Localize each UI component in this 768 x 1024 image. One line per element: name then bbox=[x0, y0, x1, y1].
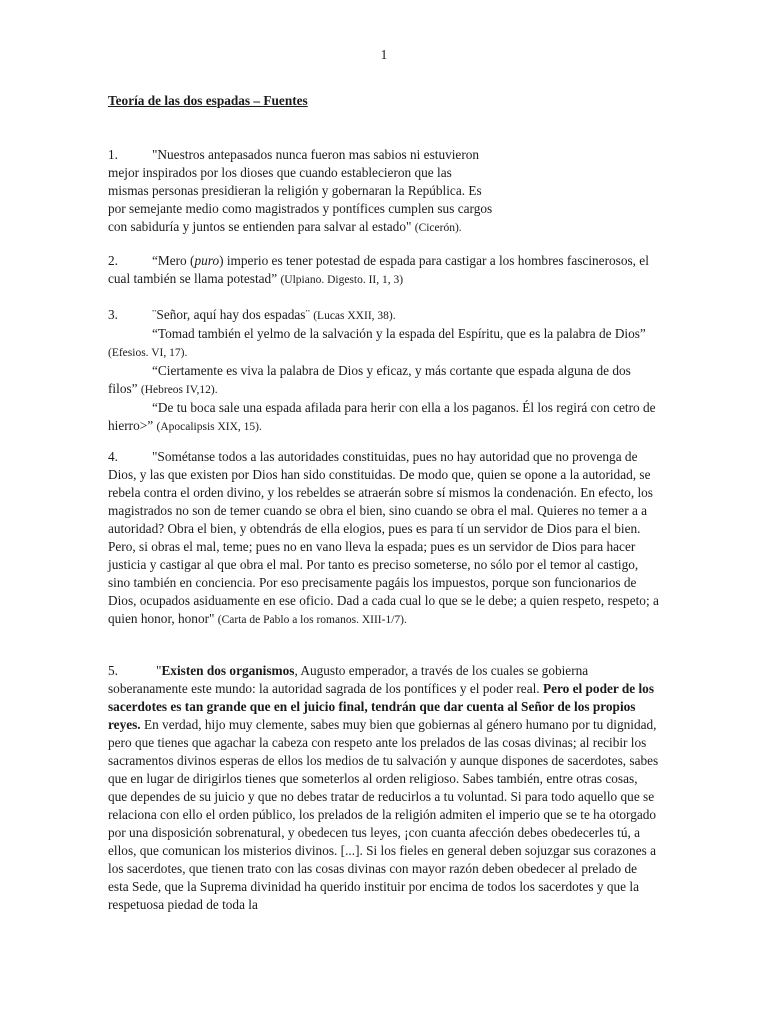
source-item-2 bbox=[108, 252, 660, 289]
page-number: 1 bbox=[380, 47, 388, 62]
bold-text: Existen dos organismos bbox=[161, 663, 295, 678]
citation: (Carta de Pablo a los romanos. XIII-1/7). bbox=[217, 614, 407, 626]
quote-line: mejor inspirados por los dioses que cuando establecieron que las bbox=[108, 165, 452, 180]
quote-line: "Nuestros antepasados nunca fueron mas sabios ni estuvieron bbox=[152, 147, 480, 162]
item-number: 1. bbox=[108, 147, 118, 162]
quote-text: “De tu boca sale una espada afilada para herir con ella a los paganos. Él los regirá con cetro de hierro>” bbox=[108, 400, 656, 433]
emphasis: puro bbox=[194, 253, 220, 268]
quote-text: ) imperio es tener potestad de espada para castigar a los hombres fascinerosos, el cual también se llama potestad” bbox=[108, 253, 649, 286]
item-number: 2. bbox=[108, 253, 118, 268]
quote-text: En verdad, hijo muy clemente, sabes muy bien que gobiernas al género humano por tu dignidad, pero que tienes que agachar la cabeza con respeto ante los prelados de las cosas divinas; al recibir los sacramentos divinos esperas de ellos los medios de tu salvación y aunque dispones de sacerdotes, sabes que en lugar de dirigirlos tienes que someterlos al orden religioso. Sabes también, entre otras cosas, que dependes de su juicio y que no debes tratar de reducirlos a tu voluntad. Si para todo aquello que se relaciona con ello el orden público, los prelados de la religión admiten el imperio que se te ha otorgado por una disposición sobrenatural, y obedecen tus leyes, ¡con cuanta afección debes obedecerles tú, a ellos, que comunican los misterios divinos. [...]. Si los fieles en general deben sojuzgar sus corazones a los sacerdotes, que tienen trato con las cosas divinas con mayor razón deben obedecer al prelado de esta Sede, que la Suprema divinidad ha querido instituir por encima de todos los sacerdotes y que la respetuosa piedad de toda la bbox=[108, 717, 659, 912]
quote-text: “Mero ( bbox=[152, 253, 195, 268]
citation: (Apocalipsis XIX, 15). bbox=[156, 421, 262, 433]
document-title: Teoría de las dos espadas – Fuentes bbox=[108, 93, 308, 108]
bold-text: Pero el poder de los sacerdotes es tan grande que en el juicio final, tendrán que dar cuenta al Señor de los propios reyes. bbox=[108, 681, 654, 732]
item-number: 4. bbox=[108, 449, 118, 464]
source-item-5 bbox=[108, 662, 660, 914]
quote-text: “Ciertamente es viva la palabra de Dios y eficaz, y más cortante que espada alguna de dos filos” bbox=[108, 363, 631, 396]
quote-line: por semejante medio como magistrados y pontífices cumplen sus cargos bbox=[108, 201, 493, 216]
quote-text: “Tomad también el yelmo de la salvación y la espada del Espíritu, que es la palabra de Dios” bbox=[152, 326, 646, 341]
citation: (Efesios. VI, 17). bbox=[108, 347, 188, 359]
quote-mark: " bbox=[156, 663, 162, 678]
citation: (Ulpiano. Digesto. II, 1, 3) bbox=[280, 274, 404, 286]
citation: (Cicerón). bbox=[414, 222, 462, 234]
citation: (Hebreos IV,12). bbox=[140, 384, 218, 396]
item-number: 5. bbox=[108, 663, 118, 678]
quote-line: con sabiduría y juntos se entienden para salvar al estado" bbox=[108, 219, 412, 234]
quote-line: mismas personas presidieran la religión y gobernaran la República. Es bbox=[108, 183, 482, 198]
source-item-1 bbox=[108, 146, 660, 237]
source-item-4 bbox=[108, 448, 660, 629]
item-number: 3. bbox=[108, 307, 118, 322]
quote-text: ¨Señor, aquí hay dos espadas¨ bbox=[152, 307, 310, 322]
citation: (Lucas XXII, 38). bbox=[313, 310, 396, 322]
quote-text: "Sométanse todos a las autoridades constituidas, pues no hay autoridad que no provenga de Dios, y las que existen por Dios han sido constituidas. De modo que, quien se opone a la autoridad, se rebela contra el orden divino, y los rebeldes se atraerán sobre sí mismos la condenación. En efecto, los magistrados no son de temer cuando se obra el bien, sino cuando se obra el mal. Quieres no temer a a autoridad? Obra el bien, y obtendrás de ella elogios, pues es para tí un servidor de Dios para el bien. Pero, si obras el mal, teme; pues no en vano lleva la espada; pues es un servidor de Dios para hacer justicia y castigar al que obra el mal. Por tanto es preciso someterse, no sólo por el temor al castigo, sino también en conciencia. Por eso precisamente pagáis los impuestos, porque son funcionarios de Dios, ocupados asiduamente en ese oficio. Dad a cada cual lo que se le debe; a quien respeto, respeto; a quien honor, honor" bbox=[108, 449, 659, 626]
quote-text: , Augusto emperador, a través de los cuales se gobierna soberanamente este mundo: la autoridad sagrada de los pontífices y el poder real. bbox=[108, 663, 589, 696]
source-item-3 bbox=[108, 306, 660, 436]
